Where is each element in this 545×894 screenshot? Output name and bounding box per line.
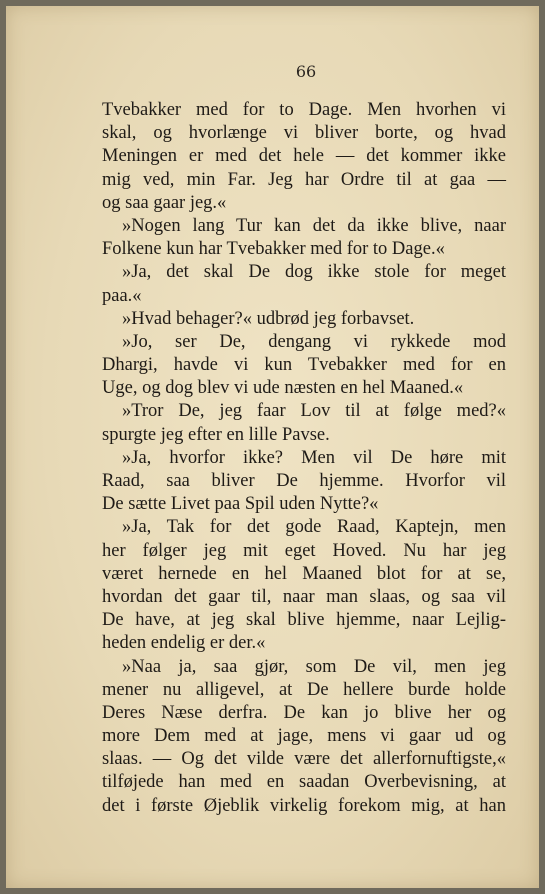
text-line: Raad, saa bliver De hjemme. Hvorfor vil [102,471,506,491]
text-line: »Jo, ser De, dengang vi rykkede mod [122,331,506,352]
text-line: Dhargi, havde vi kun Tvebakker med for en [102,355,506,376]
body-text [102,99,506,818]
text-line: mig ved, min Far. Jeg har Ordre til at gaa — [102,169,506,190]
text-line: mener nu alligevel, at De hellere burde holde [102,679,506,700]
text-line: og saa gaar jeg.« [102,192,227,213]
text-line: her følger jeg mit eget Hoved. Nu har jeg [102,540,506,561]
text-line: »Tror De, jeg faar Lov til at følge med?« [122,401,506,422]
text-line: »Ja, Tak for det gode Raad, Kaptejn, men [122,517,506,538]
book-page [6,6,539,888]
text-line: paa.« [102,285,142,306]
text-line: slaas. — Og det vilde være det allerfornuftigste,« [102,749,506,770]
text-line: »Hvad behager?« udbrød jeg forbavset. [122,308,415,329]
text-line: De have, at jeg skal blive hjemme, naar Lejlig- [102,610,506,631]
text-line: Deres Næse derfra. De kan jo blive her og [102,702,506,723]
text-line: De sætte Livet paa Spil uden Nytte?« [102,494,379,515]
text-line: skal, og hvorlænge vi bliver borte, og hvad [102,123,506,144]
text-line: hvordan det gaar til, naar man slaas, og saa vil [102,586,506,607]
text-line: tilføjede han med en saadan Overbevisning, at [102,772,506,793]
text-line: »Ja, hvorfor ikke? Men vil De høre mit [122,447,506,468]
text-line: heden endelig er der.« [102,633,266,654]
text-line: Uge, og dog blev vi ude næsten en hel Maaned.« [102,378,464,399]
text-line: spurgte jeg efter en lille Pavse. [102,424,330,445]
page-number: 66 [295,62,317,81]
text-line: været hernede en hel Maaned blot for at se, [102,563,506,584]
text-line: Meningen er med det hele — det kommer ikke [102,146,506,167]
text-line: more Dem med at jage, mens vi gaar ud og [102,726,506,747]
text-line: »Ja, det skal De dog ikke stole for meget [122,262,506,283]
text-line: »Nogen lang Tur kan det da ikke blive, naar [122,215,506,236]
text-line: det i første Øjeblik virkelig forekom mig, at han [102,795,506,816]
text-line: Tvebakker med for to Dage. Men hvorhen vi [102,100,506,120]
text-line: Folkene kun har Tvebakker med for to Dage.« [102,239,445,260]
text-line: »Naa ja, saa gjør, som De vil, men jeg [122,656,506,677]
